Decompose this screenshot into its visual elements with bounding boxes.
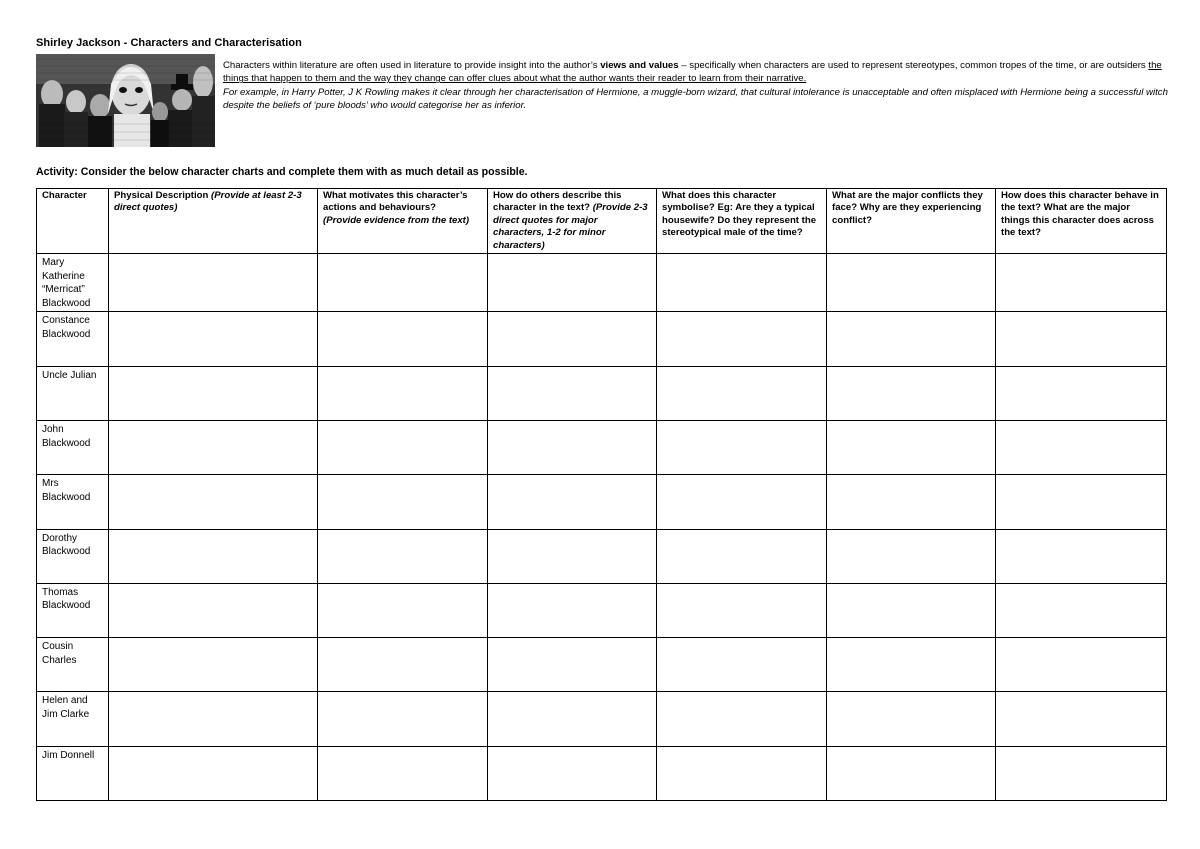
answer-cell[interactable] [488, 366, 657, 420]
answer-cell[interactable] [109, 254, 318, 312]
answer-cell[interactable] [318, 746, 488, 800]
intro-text-part: – specifically when characters are used to represent stereotypes, common tropes of the time, or are outsiders [678, 60, 1149, 71]
answer-cell[interactable] [827, 366, 996, 420]
character-name-cell: Uncle Julian [37, 366, 109, 420]
answer-cell[interactable] [488, 583, 657, 637]
answer-cell[interactable] [827, 529, 996, 583]
chart-body [37, 254, 1167, 801]
intro-bold-phrase: views and values [600, 60, 679, 71]
crowd-illustration-image [36, 54, 215, 147]
table-row [37, 638, 1167, 692]
table-row [37, 529, 1167, 583]
answer-cell[interactable] [318, 312, 488, 366]
intro-paragraph [223, 59, 1168, 86]
answer-cell[interactable] [657, 529, 827, 583]
table-row [37, 421, 1167, 475]
answer-cell[interactable] [318, 583, 488, 637]
column-header-text: What does this character symbolise? Eg: Are they a typical housewife? Do they represent the stereotypical male of the time? [662, 190, 817, 239]
answer-cell[interactable] [827, 421, 996, 475]
answer-cell[interactable] [109, 583, 318, 637]
answer-cell[interactable] [996, 529, 1167, 583]
answer-cell[interactable] [109, 529, 318, 583]
column-header [37, 189, 109, 254]
character-name-cell: Cousin Charles [37, 638, 109, 692]
answer-cell[interactable] [488, 254, 657, 312]
answer-cell[interactable] [318, 638, 488, 692]
answer-cell[interactable] [488, 421, 657, 475]
answer-cell[interactable] [488, 746, 657, 800]
table-row [37, 475, 1167, 529]
answer-cell[interactable] [996, 366, 1167, 420]
answer-cell[interactable] [657, 583, 827, 637]
column-header [488, 189, 657, 254]
answer-cell[interactable] [996, 746, 1167, 800]
column-header-note: (Provide at least 2-3 direct quotes) [114, 190, 302, 214]
column-header-text: How does this character behave in the text? What are the major things this character does across the text? [1001, 190, 1159, 239]
answer-cell[interactable] [657, 421, 827, 475]
answer-cell[interactable] [109, 475, 318, 529]
answer-cell[interactable] [827, 312, 996, 366]
answer-cell[interactable] [318, 421, 488, 475]
character-name-cell: John Blackwood [37, 421, 109, 475]
column-header-text: What motivates this character’s actions and behaviours? [323, 190, 468, 214]
column-header-text: Physical Description [114, 190, 212, 201]
table-row [37, 746, 1167, 800]
intro-example: For example, in Harry Potter, J K Rowling makes it clear through her characterisation of Hermione, a muggle-born wizard, that cultural intolerance is unacceptable and often misplaced with Hermione being a successful witch despite the beliefs of ‘pure bloods’ who would categorise her as inferior. [223, 86, 1168, 111]
character-name-cell: Mrs Blackwood [37, 475, 109, 529]
answer-cell[interactable] [827, 638, 996, 692]
column-header-note: (Provide evidence from the text) [323, 214, 470, 226]
character-chart-table [36, 188, 1167, 801]
column-header-text: How do others describe this character in the text? [493, 190, 622, 214]
character-name-cell: Dorothy Blackwood [37, 529, 109, 583]
column-header [657, 189, 827, 254]
column-header [827, 189, 996, 254]
intro-text-part: Characters within literature are often used in literature to provide insight into the author’s [223, 60, 601, 71]
answer-cell[interactable] [318, 254, 488, 312]
answer-cell[interactable] [488, 692, 657, 746]
answer-cell[interactable] [109, 366, 318, 420]
answer-cell[interactable] [996, 583, 1167, 637]
answer-cell[interactable] [827, 746, 996, 800]
answer-cell[interactable] [996, 312, 1167, 366]
header-row [37, 189, 1167, 254]
character-name-cell: Helen and Jim Clarke [37, 692, 109, 746]
answer-cell[interactable] [827, 692, 996, 746]
answer-cell[interactable] [109, 692, 318, 746]
column-header [109, 189, 318, 254]
answer-cell[interactable] [488, 529, 657, 583]
character-name-cell: Thomas Blackwood [37, 583, 109, 637]
answer-cell[interactable] [109, 312, 318, 366]
answer-cell[interactable] [657, 312, 827, 366]
answer-cell[interactable] [318, 692, 488, 746]
answer-cell[interactable] [657, 638, 827, 692]
answer-cell[interactable] [657, 746, 827, 800]
character-name-cell: Constance Blackwood [37, 312, 109, 366]
character-name-cell: Jim Donnell [37, 746, 109, 800]
column-header-text: Character [42, 190, 87, 201]
answer-cell[interactable] [109, 746, 318, 800]
column-header-note: (Provide 2-3 direct quotes for major characters, 1-2 for minor characters) [493, 202, 648, 251]
answer-cell[interactable] [109, 638, 318, 692]
answer-cell[interactable] [657, 366, 827, 420]
answer-cell[interactable] [657, 692, 827, 746]
answer-cell[interactable] [996, 421, 1167, 475]
answer-cell[interactable] [996, 692, 1167, 746]
table-row [37, 366, 1167, 420]
answer-cell[interactable] [657, 475, 827, 529]
answer-cell[interactable] [318, 475, 488, 529]
answer-cell[interactable] [318, 529, 488, 583]
answer-cell[interactable] [109, 421, 318, 475]
page-title: Shirley Jackson - Characters and Characterisation [36, 37, 302, 49]
column-header-text: What are the major conflicts they face? Why are they experiencing conflict? [832, 190, 983, 226]
answer-cell[interactable] [827, 475, 996, 529]
answer-cell[interactable] [488, 312, 657, 366]
answer-cell[interactable] [996, 254, 1167, 312]
answer-cell[interactable] [996, 475, 1167, 529]
answer-cell[interactable] [318, 366, 488, 420]
table-row [37, 692, 1167, 746]
answer-cell[interactable] [488, 638, 657, 692]
table-row [37, 583, 1167, 637]
intro-text [223, 59, 1168, 112]
answer-cell[interactable] [827, 583, 996, 637]
table-row [37, 312, 1167, 366]
activity-instruction: Activity: Consider the below character charts and complete them with as much detail as possible. [36, 166, 528, 178]
answer-cell[interactable] [827, 254, 996, 312]
answer-cell[interactable] [488, 475, 657, 529]
character-name-cell: Mary Katherine “Merricat” Blackwood [37, 254, 109, 312]
intro-underlined-phrase: the things that happen to them and the way they change can offer clues about what the author wants their reader to learn from their narrative. [223, 60, 1162, 85]
column-header [318, 189, 488, 254]
answer-cell[interactable] [657, 254, 827, 312]
column-header [996, 189, 1167, 254]
table-row [37, 254, 1167, 312]
answer-cell[interactable] [996, 638, 1167, 692]
